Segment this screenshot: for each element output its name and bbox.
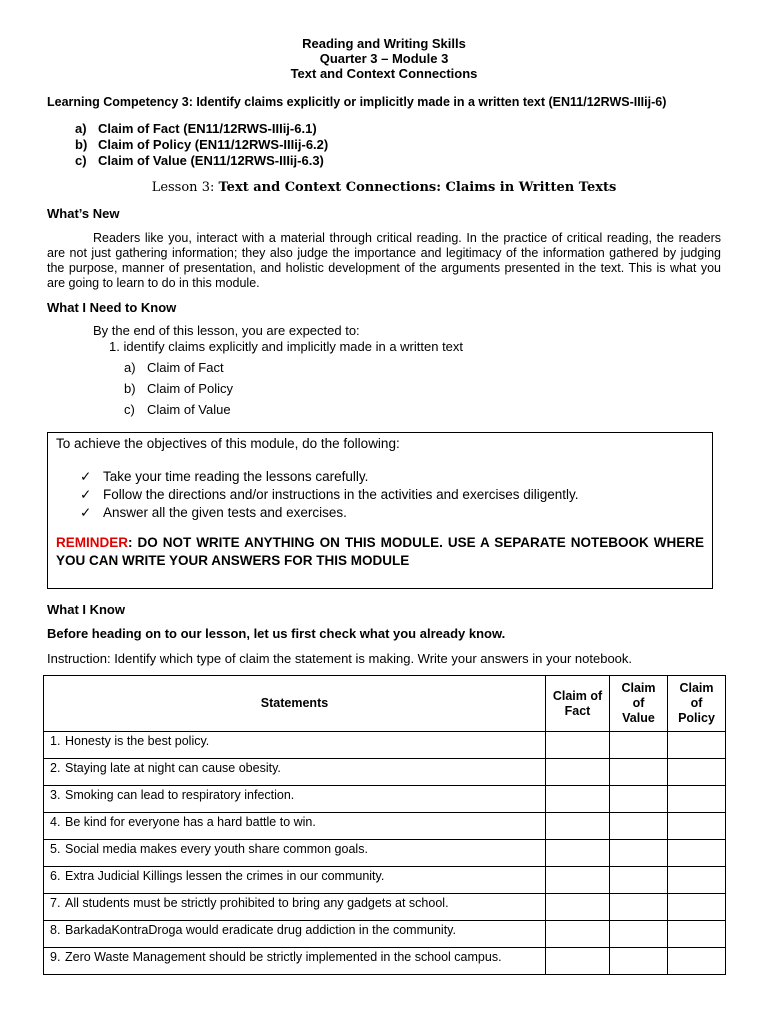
answer-cell-fact bbox=[546, 840, 610, 867]
whats-new-paragraph: Readers like you, interact with a material through critical reading. In the practice of critical reading, the readers are not just gathering information; they also judge the importance and legitimacy of the information gathered by judging the purpose, manner of presentation, and holistic development of the arguments presented in the text. This is what you are going to learn to do in this module. bbox=[47, 231, 721, 290]
statement-cell: 9. Zero Waste Management should be strictly implemented in the school campus. bbox=[44, 948, 546, 975]
answer-cell-value bbox=[610, 921, 668, 948]
answer-cell-policy bbox=[668, 894, 726, 921]
answer-cell-policy bbox=[668, 813, 726, 840]
table-row bbox=[44, 759, 726, 786]
reminder-note: REMINDER: DO NOT WRITE ANYTHING ON THIS MODULE. USE A SEPARATE NOTEBOOK WHERE YOU CAN WRITE YOUR ANSWERS FOR THIS MODULE bbox=[56, 535, 704, 568]
answer-cell-policy bbox=[668, 732, 726, 759]
what-i-know-lead: Before heading on to our lesson, let us first check what you already know. bbox=[47, 626, 506, 641]
check-icon: ✓ bbox=[80, 505, 92, 520]
answer-cell-value bbox=[610, 786, 668, 813]
statement-cell: 3. Smoking can lead to respiratory infection. bbox=[44, 786, 546, 813]
answer-cell-value bbox=[610, 732, 668, 759]
statement-cell: 8. BarkadaKontraDroga would eradicate drug addiction in the community. bbox=[44, 921, 546, 948]
learning-competency: Learning Competency 3: Identify claims explicitly or implicitly made in a written text (EN11/12RWS-IIIij-6) bbox=[47, 95, 667, 109]
answer-cell-fact bbox=[546, 786, 610, 813]
answer-cell-fact bbox=[546, 732, 610, 759]
header-claim-of-fact: Claim of Fact bbox=[546, 676, 610, 732]
competency-item: c) Claim of Value (EN11/12RWS-IIIij-6.3) bbox=[75, 153, 324, 168]
answer-cell-value bbox=[610, 759, 668, 786]
lesson-title: Text and Context Connections: Claims in Written Texts bbox=[218, 180, 617, 195]
table-row bbox=[44, 921, 726, 948]
need-to-know-intro: By the end of this lesson, you are expected to: bbox=[93, 323, 360, 338]
table-header-row bbox=[44, 676, 726, 732]
checklist-item: ✓ Take your time reading the lessons carefully. bbox=[80, 469, 369, 484]
lesson-heading bbox=[0, 180, 768, 195]
answer-cell-fact bbox=[546, 867, 610, 894]
instruction-text: Instruction: Identify which type of claim the statement is making. Write your answers in your notebook. bbox=[47, 651, 633, 666]
answer-cell-value bbox=[610, 948, 668, 975]
table-row bbox=[44, 867, 726, 894]
header-claim-of-policy: Claim of Policy bbox=[668, 676, 726, 732]
checklist-item: ✓ Follow the directions and/or instructions in the activities and exercises diligently. bbox=[80, 487, 579, 502]
what-i-know-heading: What I Know bbox=[47, 602, 125, 617]
answer-cell-policy bbox=[668, 786, 726, 813]
answer-cell-policy bbox=[668, 921, 726, 948]
answer-cell-fact bbox=[546, 921, 610, 948]
table-row bbox=[44, 948, 726, 975]
claims-table bbox=[43, 675, 726, 975]
table-row bbox=[44, 732, 726, 759]
whats-new-heading: What’s New bbox=[47, 206, 120, 221]
answer-cell-value bbox=[610, 813, 668, 840]
checklist-item: ✓ Answer all the given tests and exercises. bbox=[80, 505, 347, 520]
statement-cell: 4. Be kind for everyone has a hard battle to win. bbox=[44, 813, 546, 840]
answer-cell-value bbox=[610, 894, 668, 921]
answer-cell-fact bbox=[546, 948, 610, 975]
table-row bbox=[44, 840, 726, 867]
table-row bbox=[44, 786, 726, 813]
sub-item: c) Claim of Value bbox=[124, 402, 231, 417]
table-row bbox=[44, 813, 726, 840]
check-icon: ✓ bbox=[80, 487, 92, 502]
statement-cell: 5. Social media makes every youth share common goals. bbox=[44, 840, 546, 867]
competency-item: b) Claim of Policy (EN11/12RWS-IIIij-6.2) bbox=[75, 137, 329, 152]
reminder-label: REMINDER bbox=[56, 535, 129, 550]
objective-item: 1. identify claims explicitly and implicitly made in a written text bbox=[109, 339, 464, 354]
answer-cell-policy bbox=[668, 867, 726, 894]
module-title: Reading and Writing Skills bbox=[302, 36, 466, 51]
lesson-label: Lesson 3: bbox=[151, 180, 219, 195]
answer-cell-fact bbox=[546, 759, 610, 786]
table-row bbox=[44, 894, 726, 921]
module-quarter: Quarter 3 – Module 3 bbox=[319, 51, 449, 66]
objectives-intro: To achieve the objectives of this module, do the following: bbox=[56, 436, 400, 451]
header-claim-of-value: Claim of Value bbox=[610, 676, 668, 732]
check-icon: ✓ bbox=[80, 469, 92, 484]
statement-cell: 7. All students must be strictly prohibited to bring any gadgets at school. bbox=[44, 894, 546, 921]
statement-cell: 1. Honesty is the best policy. bbox=[44, 732, 546, 759]
competency-item: a) Claim of Fact (EN11/12RWS-IIIij-6.1) bbox=[75, 121, 317, 136]
module-subtitle: Text and Context Connections bbox=[290, 66, 478, 81]
answer-cell-policy bbox=[668, 759, 726, 786]
answer-cell-fact bbox=[546, 894, 610, 921]
answer-cell-fact bbox=[546, 813, 610, 840]
answer-cell-policy bbox=[668, 948, 726, 975]
header-statements: Statements bbox=[44, 676, 546, 732]
statement-cell: 6. Extra Judicial Killings lessen the crimes in our community. bbox=[44, 867, 546, 894]
answer-cell-value bbox=[610, 840, 668, 867]
need-to-know-heading: What I Need to Know bbox=[47, 300, 177, 315]
answer-cell-value bbox=[610, 867, 668, 894]
statement-cell: 2. Staying late at night can cause obesity. bbox=[44, 759, 546, 786]
sub-item: b) Claim of Policy bbox=[124, 381, 233, 396]
sub-item: a) Claim of Fact bbox=[124, 360, 224, 375]
answer-cell-policy bbox=[668, 840, 726, 867]
